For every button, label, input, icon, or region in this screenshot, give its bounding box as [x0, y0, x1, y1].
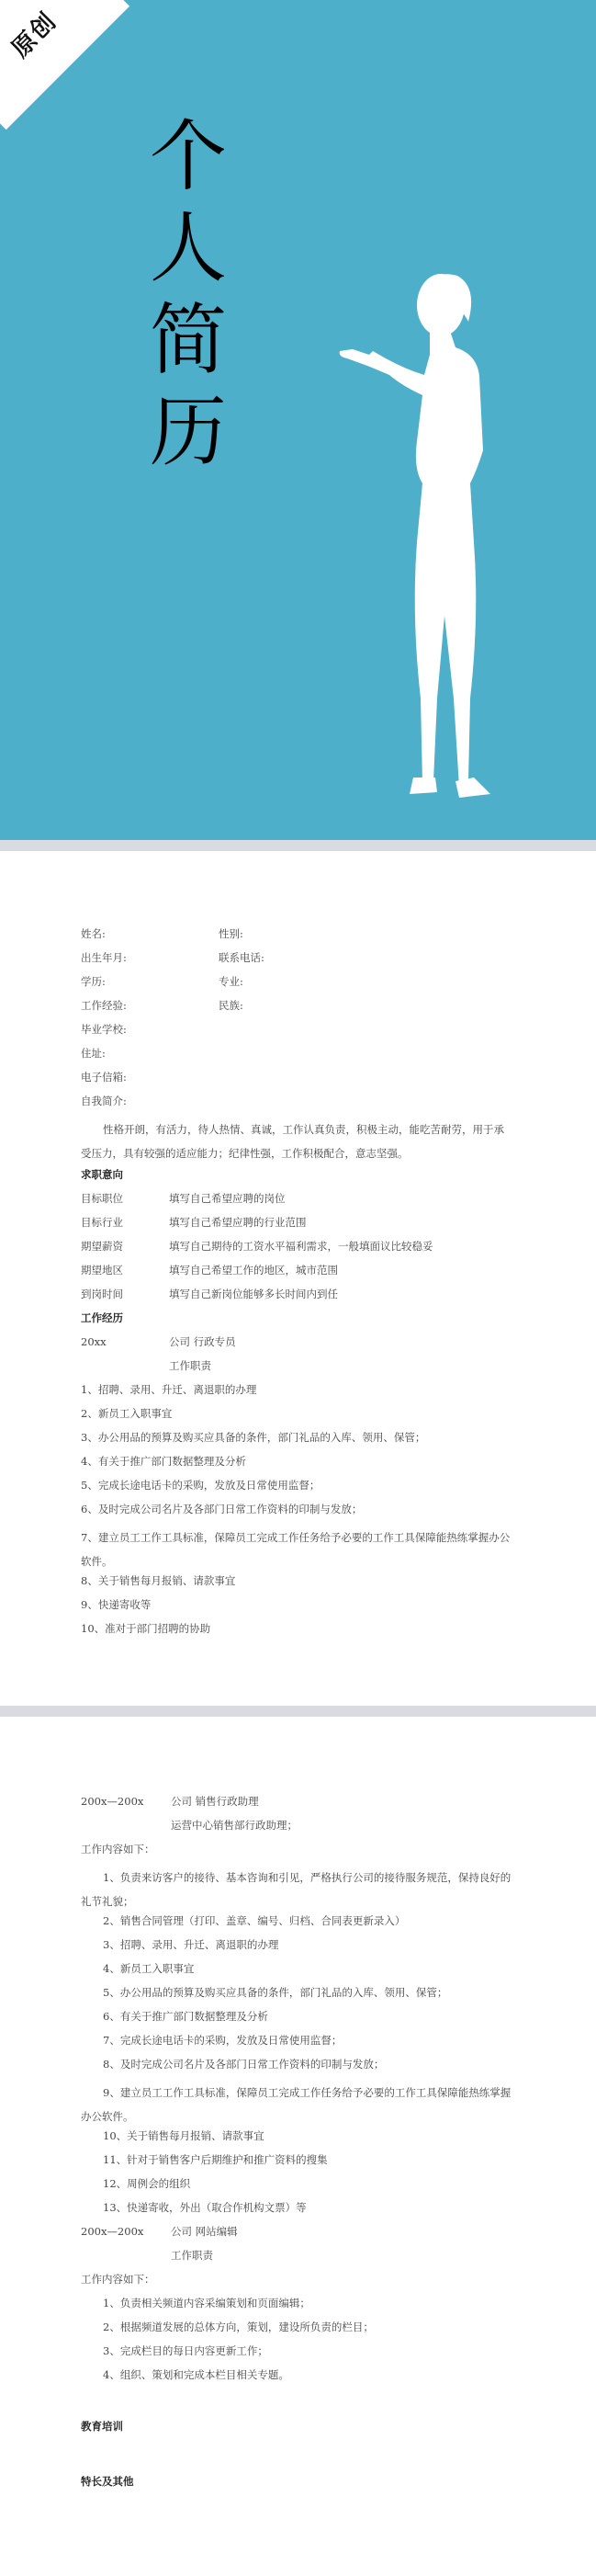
- job1-company: 公司 销售行政助理: [171, 1795, 259, 1808]
- resume-cover: [0, 0, 596, 840]
- job1-item: 4、新员工入职事宜: [103, 1962, 195, 1975]
- job-key: 期望薪资: [81, 1240, 123, 1253]
- woman-silhouette-icon: [321, 267, 523, 800]
- job1-item: 13、快递寄收，外出（取合作机构文票）等: [103, 2201, 307, 2214]
- job-value: 填写自己希望应聘的行业范围: [169, 1216, 307, 1229]
- original-badge: 原创: [6, 6, 63, 63]
- basic-right: 民族:: [219, 999, 243, 1012]
- corner-ribbon: [0, 0, 129, 130]
- job-key: 目标行业: [81, 1216, 123, 1229]
- job1-item: 8、及时完成公司名片及各部门日常工作资料的印制与发放；: [103, 2058, 385, 2071]
- job2-duty-label: 工作职责: [171, 2249, 213, 2262]
- basic-label: 出生年月:: [81, 951, 127, 964]
- job2-item: 4、组织、策划和完成本栏目相关专题。: [103, 2368, 289, 2381]
- duty-item: 10、准对于部门招聘的协助: [81, 1622, 211, 1635]
- job-intent-heading: 求职意向: [81, 1168, 123, 1181]
- basic-label: 电子信箱:: [81, 1071, 127, 1084]
- page-1: [0, 851, 596, 1706]
- basic-right: 性别:: [219, 927, 243, 940]
- education-heading: 教育培训: [81, 2420, 123, 2433]
- job1-item: 1、负责来访客户的接待、基本咨询和引见，严格执行公司的接待服务规范，保持良好的礼节礼貌；: [81, 1871, 512, 1908]
- job1-year: 200x—200x: [81, 1795, 144, 1808]
- self-intro: 性格开朗，有活力，待人热情、真诚，工作认真负责，积极主动，能吃苦耐劳，用于承受压力，具有较强的适应能力；纪律性强，工作积极配合，意志坚强。: [81, 1123, 504, 1160]
- job2-item: 2、根据频道发展的总体方向，策划，建设所负责的栏目；: [103, 2321, 374, 2333]
- skills-heading: 特长及其他: [81, 2475, 134, 2488]
- duty-item: 4、有关于推广部门数据整理及分析: [81, 1455, 246, 1468]
- duty-item: 7、建立员工工作工具标准，保障员工完成工作任务给予必要的工作工具保障能热练掌握办公软件。: [81, 1531, 511, 1568]
- job1-item: 9、建立员工工作工具标准，保障员工完成工作任务给予必要的工作工具保障能热练掌握办公软件。: [81, 2086, 512, 2123]
- job1-item: 7、完成长途电话卡的采购，发放及日常使用监督；: [103, 2034, 343, 2047]
- job1-item: 11、针对于销售客户后期维护和推广资料的搜集: [103, 2153, 328, 2166]
- page-separator: [0, 840, 596, 851]
- title-char: 简: [149, 295, 227, 385]
- basic-label: 住址:: [81, 1047, 106, 1060]
- cover-title: [138, 110, 239, 478]
- duty-item: 6、及时完成公司名片及各部门日常工作资料的印制与发放；: [81, 1503, 363, 1515]
- work-duty-label: 工作职责: [169, 1359, 211, 1372]
- job2-content-label: 工作内容如下：: [81, 2273, 155, 2286]
- job1-sub: 运营中心销售部行政助理；: [171, 1819, 298, 1832]
- job1-item: 5、办公用品的预算及购买应具备的条件，部门礼品的入库、领用、保管；: [103, 1986, 448, 1999]
- job2-item: 3、完成栏目的每日内容更新工作；: [103, 2344, 268, 2357]
- job-key: 目标职位: [81, 1192, 123, 1205]
- job1-item: 12、周例会的组织: [103, 2177, 191, 2190]
- basic-label: 学历:: [81, 975, 106, 988]
- job2-company: 公司 网站编辑: [171, 2225, 238, 2238]
- job-value: 填写自己期待的工资水平福利需求，一般填面议比较稳妥: [169, 1240, 433, 1253]
- content-label: 工作内容如下：: [81, 1843, 155, 1855]
- title-char: 历: [149, 387, 227, 477]
- basic-right: 专业:: [219, 975, 243, 988]
- job1-item: 2、销售合同管理（打印、盖章、编号、归档、合同表更新录入）: [103, 1914, 406, 1927]
- job1-item: 10、关于销售每月报销、请款事宜: [103, 2129, 264, 2142]
- title-char: 个: [149, 111, 227, 201]
- job-value: 填写自己希望工作的地区，城市范围: [169, 1264, 338, 1277]
- basic-label: 姓名:: [81, 927, 106, 940]
- duty-item: 3、办公用品的预算及购买应具备的条件，部门礼品的入库、领用、保管；: [81, 1431, 426, 1444]
- job-key: 期望地区: [81, 1264, 123, 1277]
- job-value: 填写自己新岗位能够多长时间内到任: [169, 1288, 338, 1300]
- job-value: 填写自己希望应聘的岗位: [169, 1192, 286, 1205]
- work-history-heading: 工作经历: [81, 1311, 123, 1324]
- duty-item: 1、招聘、录用、升迁、离退职的办理: [81, 1383, 257, 1396]
- job-key: 到岗时间: [81, 1288, 123, 1300]
- duty-item: 9、快递寄收等: [81, 1598, 152, 1611]
- work-company: 公司 行政专员: [169, 1335, 236, 1348]
- job1-item: 3、招聘、录用、升迁、离退职的办理: [103, 1938, 279, 1951]
- duty-item: 2、新员工入职事宜: [81, 1407, 173, 1420]
- job2-item: 1、负责相关频道内容采编策划和页面编辑；: [103, 2297, 310, 2309]
- title-char: 人: [149, 203, 227, 293]
- basic-label: 工作经验:: [81, 999, 127, 1012]
- page-2: [0, 1717, 596, 2576]
- page-separator: [0, 1706, 596, 1717]
- basic-label: 自我简介:: [81, 1095, 127, 1107]
- duty-item: 8、关于销售每月报销、请款事宜: [81, 1574, 236, 1587]
- duty-item: 5、完成长途电话卡的采购，发放及日常使用监督；: [81, 1479, 320, 1492]
- work-year: 20xx: [81, 1335, 107, 1348]
- basic-right: 联系电话:: [219, 951, 264, 964]
- job2-year: 200x—200x: [81, 2225, 144, 2238]
- basic-label: 毕业学校:: [81, 1023, 127, 1036]
- job1-item: 6、有关于推广部门数据整理及分析: [103, 2010, 268, 2023]
